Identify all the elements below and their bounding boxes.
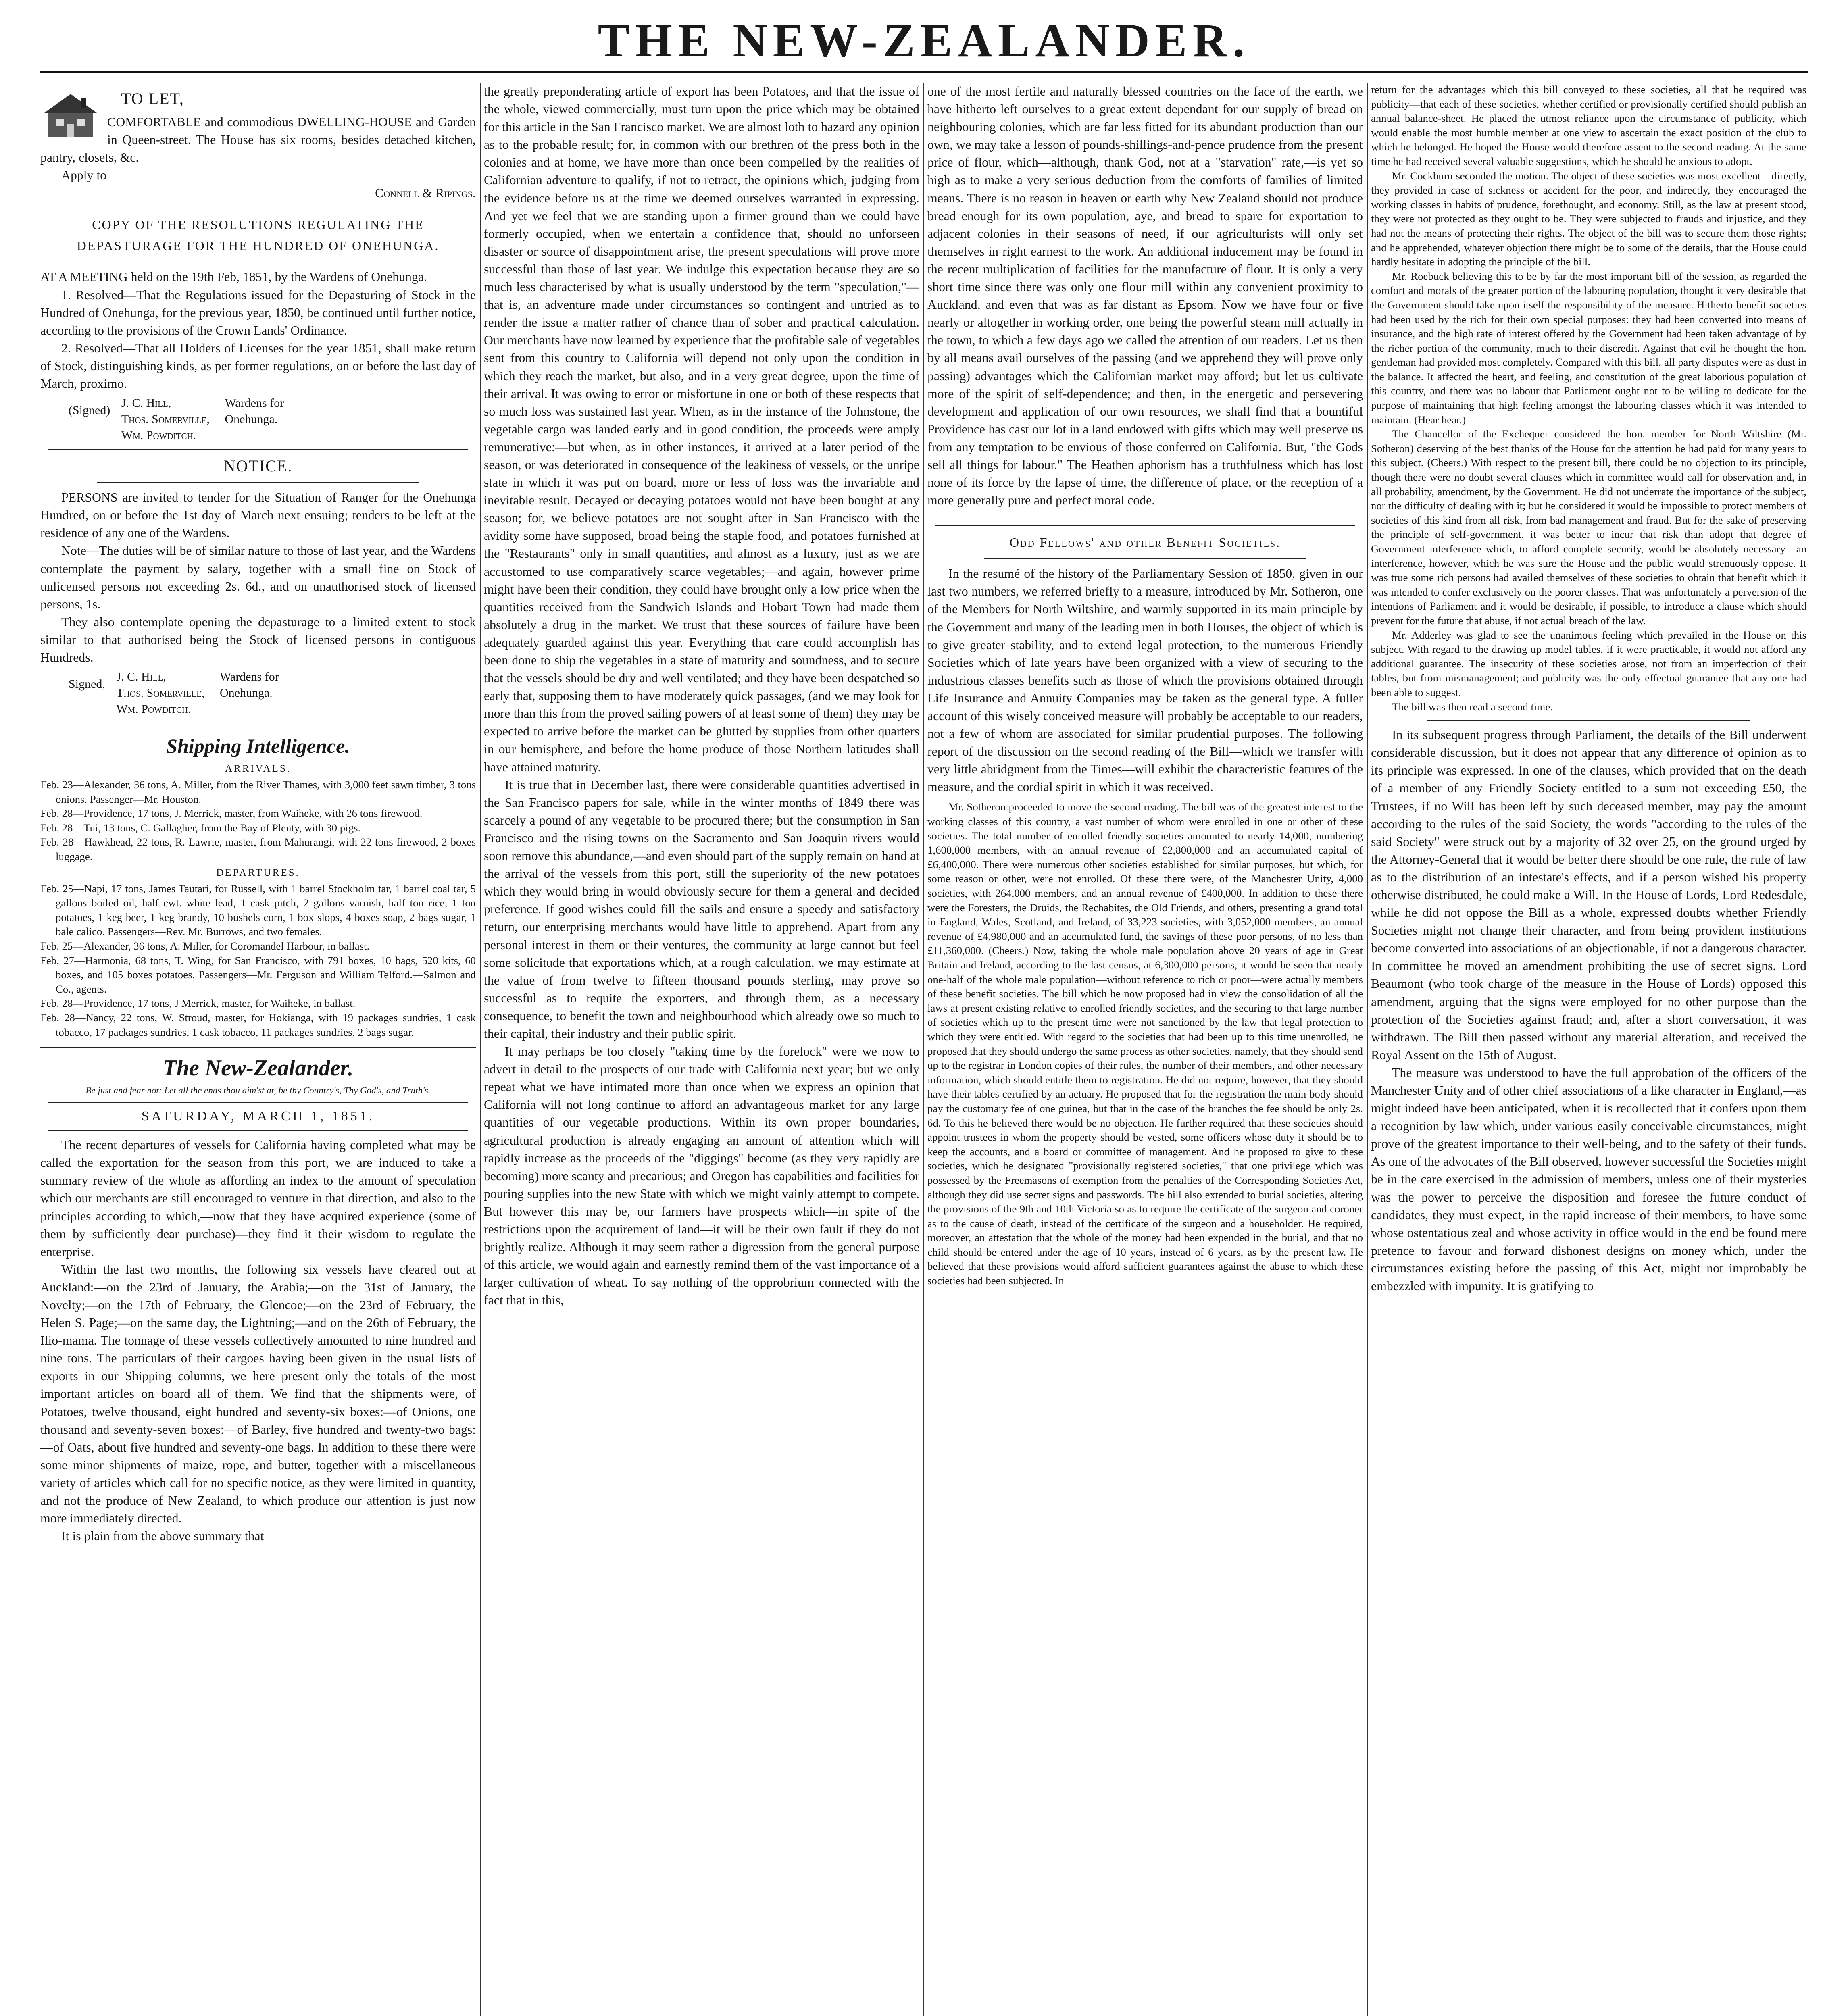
- departures-label: DEPARTURES.: [216, 867, 300, 878]
- divider: [97, 482, 419, 483]
- editorial-paragraph: It may perhaps be too closely "taking time by the forelock" were we now to advert in detail to the prospects of our trade with California next year; but we only repeat what we have intimated more than once when we express an opinion that California will not long continue to afford an advantageous market for any large quantities of our vegetable productions. Within its own proper boundaries, agricultural production is already engaging an amount of attention which will rapidly increase as the proceeds of the "diggings" become (as they very rapidly are becoming) more scanty and precarious; and Oregon has capabilities and facilities for pouring supplies into the new State with which we might vainly attempt to compete. But however this may be, our farmers have prospects which—in spite of the restrictions upon the acquirement of land—it will be their own fault if they do not brightly realize. Although it may seem rather a digression from the general purpose of this article, we would again and earnestly remind them of the vast importance of a larger cultivation of wheat. To say nothing of the opprobrium connected with the fact that in this,: [484, 1044, 919, 1308]
- double-rule: [40, 1046, 476, 1048]
- article-paragraph: In the resumé of the history of the Parliamentary Session of 1850, given in our last two numbers, we referred briefly to a measure, introduced by Mr. Sotheron, one of the Members for North Wiltshire, and warmly supported in its main principle by the Government and many of the leading men in both Houses, the object of which is to give greater stability, and to extend legal protection, to the numerous Friendly Societies which of late years have been organized with a view of securing to the industrious classes benefits such as those of which the provisions obtained through Life Insurance and Annuity Companies may be taken as the general type. A fuller account of this wisely conceived measure will probably be acceptable to our readers, not a few of whom are associated for similar prudential purposes. The following report of the discussion on the second reading of the Bill—which we transfer with very little abridgment from the Times—will exhibit the characteristic features of the measure, and the cordial spirit in which it was received.: [927, 566, 1363, 794]
- divider: [935, 525, 1355, 526]
- divider: [1427, 720, 1750, 721]
- resolutions-notice: [40, 214, 476, 444]
- departure-entry: Feb. 28—Nancy, 22 tons, W. Stroud, master, for Hokianga, with 19 packages sundries, 1 cask tobacco, 17 packages sundries, 1 cask tobacco, 11 packages sundries, 2 bags sugar.: [40, 1011, 476, 1038]
- warden-name: Wm. Powditch.: [116, 702, 191, 716]
- resolution-1: 1. Resolved—That the Regulations issued for the Depasturing of Stock in the Hundred of Onehunga, for the previous year, 1850, be continued until further notice, according to the provisions of the Crown Lands' Ordinance.: [40, 287, 476, 337]
- article-paragraph: The measure was understood to have the full approbation of the officers of the Manchester Unity and of other chief associations of a like character in England,—as might indeed have been anticipated, when it is recollected that it confers upon them a recognition by law which, under various easily conceivable circumstances, might prove of the greatest importance to their well-being, and to the safety of their funds. As one of the advocates of the Bill observed, however successful the Societies might be in the care exercised in the admission of members, unless one of their mysteries was the power to perceive the disposition and foresee the future conduct of candidates, they must expect, in the rapid increase of their members, to have some whose ostentatious zeal and whose activity in office would in the end be found mere pretence to favour and forward dishonest designs on money which, under the circumstances existing before the passing of this Act, might not improbably be embezzled with impunity. It is gratifying to: [1371, 1065, 1806, 1293]
- warden-name: Thos. Somerville,: [116, 686, 205, 700]
- to-let-agent: Connell & Ripings.: [375, 186, 476, 200]
- column-4: [1371, 83, 1806, 2016]
- article-paragraph: In its subsequent progress through Parliament, the details of the Bill underwent considerable discussion, but it does not appear that any difference of opinion as to its principle was expressed. In one of the clauses, which provided that on the death of a member of any Friendly Society entitled to a sum not exceeding £50, the Trustees, if no Will has been left by such deceased member, may pay the amount according to the rules of the said Society, the words "according to the rules of the said Society" were struck out by a majority of 32 over 25, on the ground urged by the Attorney-General that it would be better there should be one rule, the rule of law as to the distribution of an intestate's effects, and if a person wished his property otherwise distributed, he could make a Will. In the House of Lords, Lord Redesdale, while he did not oppose the Bill as a whole, expressed doubts whether Friendly Societies might not change their character, and from being provident institutions become converted into associations of an objectionable, if not a dangerous character. In committee he moved an amendment prohibiting the use of secret signs. Lord Beaumont (who took charge of the measure in the House of Lords) opposed this amendment, arguing that the signs were employed for no other purpose than the protection of the Societies against fraud; and, after a short conversation, it was withdrawn. The Bill then passed without any material alteration, and received the Royal Assent on the 15th of August.: [1371, 728, 1806, 1062]
- parliament-report: return for the advantages which this bill conveyed to these societies, all that he required was publicity—that each of these societies, whether certified or provisionally certified should publish an annual balance-sheet. He placed the utmost reliance upon the circumstance of publicity, which would enable the most humble member at one view to ascertain the exact position of the club to which he belonged. He hoped the House would therefore assent to the second reading. At the same time he had received several valuable suggestions, which he should be anxious to adopt.: [1371, 83, 1806, 167]
- departure-entry: Feb. 27—Harmonia, 68 tons, T. Wing, for San Francisco, with 791 boxes, 10 bags, 520 kits, 60 boxes, and 105 boxes potatoes. Passengers—Mr. Ferguson and William Telford.—Salmon and Co., agents.: [40, 954, 476, 995]
- notice-paragraph: PERSONS are invited to tender for the Situation of Ranger for the Onehunga Hundred, on or before the 1st day of March next ensuing; tenders to be left at the residence of any one of the Wardens.: [40, 490, 476, 540]
- issue-date: SATURDAY, MARCH 1, 1851.: [141, 1109, 375, 1124]
- paper-title: The New-Zealander.: [163, 1056, 354, 1081]
- resolutions-heading: COPY OF THE RESOLUTIONS REGULATING THE DEPASTURAGE FOR THE HUNDRED OF ONEHUNGA.: [77, 217, 440, 253]
- column-1: [40, 83, 476, 2016]
- column-divider: [1367, 83, 1368, 2016]
- oddfellows-heading: Odd Fellows' and other Benefit Societies.: [1009, 535, 1281, 550]
- column-2: [484, 83, 919, 2016]
- resolution-2: 2. Resolved—That all Holders of Licenses for the year 1851, shall make return of Stock, distinguishing kinds, as per former regulations, on or before the last day of March, proximo.: [40, 341, 476, 391]
- to-let-advertisement: [40, 88, 476, 202]
- editorial-section: [40, 1054, 476, 1545]
- editorial-paragraph: The recent departures of vessels for California having completed what may be called the exportation for the season from this port, we are induced to take a summary review of the whole as affording an index to the amount of speculation which our merchants are still encouraged to venture in that direction, and also to the principles according to which,—now that they have acquired experience (some of them by sufficiently dear purchase)—they find it their wisdom to regulate the enterprise.: [40, 1138, 476, 1259]
- to-let-heading: TO LET,: [121, 90, 184, 108]
- column-divider: [923, 83, 924, 2016]
- warden-name: J. C. Hill,: [116, 670, 166, 684]
- arrival-entry: Feb. 28—Tui, 13 tons, C. Gallagher, from the Bay of Plenty, with 30 pigs.: [40, 821, 361, 834]
- to-let-apply: Apply to: [61, 168, 107, 183]
- parliament-report: Mr. Cockburn seconded the motion. The object of these societies was most excellent—directly, they provided in case of sickness or accident for the poor, and indirectly, they encouraged the working classes in habits of prudence, forethought, and economy. Still, as the law at present stood, they were not protected as they ought to be. They were subjected to frauds and injustice, and they had not the means of protecting their rights. The object of the bill was to secure them those rights; and he apprehended, whatever objection there might be to some of the details, that the House could hardly hesitate in adopting the principle of the bill.: [1371, 169, 1806, 268]
- divider: [48, 449, 468, 450]
- masthead-rule: [40, 71, 1808, 73]
- divider: [48, 1130, 468, 1131]
- notice-signatures: [69, 669, 476, 717]
- warden-name: Thos. Somerville,: [121, 412, 210, 426]
- to-let-body: COMFORTABLE and commodious DWELLING-HOUSE and Garden in Queen-street. The House has six rooms, besides detached kitchen, pantry, closets, &c.: [40, 115, 476, 165]
- departure-entry: Feb. 28—Providence, 17 tons, J Merrick, master, for Waiheke, in ballast.: [40, 997, 356, 1010]
- masthead-title: THE NEW-ZEALANDER.: [598, 14, 1250, 67]
- arrival-entry: Feb. 28—Providence, 17 tons, J. Merrick, master, from Waiheke, with 26 tons firewood.: [40, 807, 423, 820]
- divider: [48, 1102, 468, 1103]
- house-icon: [40, 91, 101, 139]
- editorial-paragraph: It is true that in December last, there were considerable quantities advertised in the San Francisco papers for sale, while in the winter months of 1849 there was scarcely a pound of any vegetable to be procured there; but the consumption in San Francisco and the rising towns on the Sacramento and San Joaquin rivers would soon remove this abundance,—and even should part of the supply remain on hand at the arrival of the vessels from this port, still the superiority of the new potatoes which they would bring in would obviously secure for them a general and decided preference. If good wishes could fill the sails and ensure a speedy and satisfactory return, our enterprising merchants would have little to apprehend. Apart from any personal interest in them or their ventures, the community at large cannot but feel some solicitude that exportations which, at a rough calculation, we may estimate at the value of from twelve to fifteen thousand pounds sterling, may prove so successful as to requite the exporters, and through them, as a necessary consequence, to benefit the town and neighbourhood which already owe so much to their capital, their industry and their public spirit.: [484, 777, 919, 1041]
- warden-role: Wardens for Onehunga.: [220, 670, 279, 700]
- parliament-report: Mr. Roebuck believing this to be by far the most important bill of the session, as regarded the comfort and morals of the greater portion of the labouring population, thought it very desirable that the Government should take upon itself the responsibility of the measure. Hitherto benefit societies had been used by the rich for their own special purposes: they had been converted into means of insurance, and the high rate of interest offered by the Government had been taken advantage of by the richer portion of the community, much to their discredit. Against that evil he thought the hon. gentleman had provided most completely. Compared with this bill, all party disputes were as dust in the balance. It affected the heart, and feeling, and constitution of the great laborious population of this country, and there was no labour that Parliament ought not to be willing to dedicate for the purpose of maintaining that high feeling amongst the labouring classes which it was intended to maintain. (Hear hear.): [1371, 270, 1806, 426]
- notice-paragraph: Note—The duties will be of similar nature to those of last year, and the Wardens contemplate the payment by salary, together with a small fine on Stock of unlicensed persons not exceeding 2s. 6d., and on unauthorised stock of licensed persons, 1s.: [40, 544, 476, 611]
- warden-name: J. C. Hill,: [121, 396, 171, 410]
- shipping-heading: Shipping Intelligence.: [166, 735, 350, 758]
- signed-label: Signed,: [69, 677, 105, 691]
- warden-role: Wardens for Onehunga.: [225, 396, 284, 426]
- resolutions-intro: AT A MEETING held on the 19th Feb, 1851, by the Wardens of Onehunga.: [40, 270, 427, 284]
- editorial-paragraph: one of the most fertile and naturally blessed countries on the face of the earth, we have hitherto left ourselves to a great extent dependant for our supply of bread on neighbouring colonies, which are far less fitted for its abundant production than our own, we may take a lesson of pounds-shillings-and-pence prudence from the present price of flour, which—although, thank God, not at a "starvation" rate,—is yet so high as to make a very serious deduction from the comforts of families of limited means. There is no reason in heaven or earth why New Zealand should not produce bread enough for its own population, aye, and bread to spare for exportation to adjacent colonies in their seasons of need, if our agriculturists will only set themselves in right earnest to the work. An additional inducement may be found in the recent multiplication of facilities for the manufacture of flour. It is only a very short time since there was only one flour mill within any convenient proximity to Auckland, and even that was as far distant as Epsom. Now we have four or five nearly or altogether in working order, one being the powerful steam mill actually in the town, to which a few days ago we called the attention of our readers. Let us then by all means avail ourselves of the passing (and we apprehend they will prove only passing) advantages which the Californian market may afford; but let us cultivate more of the spirit of self-dependence; and then, in the energetic and persevering development and application of our own resources, we shall find that a bountiful Providence has cast our lot in a land endowed with gifts which may well preserve us from any temptation to be envious of those conferred on California. But, "the Gods sell all things for labour." The Heathen aphorism has a truthfulness which has lost none of its force by the lapse of time, the difference of place, or the reception of a more generally pure and perfect moral code.: [927, 84, 1363, 508]
- notice-heading: NOTICE.: [223, 457, 293, 475]
- departure-entry: Feb. 25—Alexander, 36 tons, A. Miller, for Coromandel Harbour, in ballast.: [40, 940, 370, 952]
- column-divider: [480, 83, 481, 2016]
- parliament-report: Mr. Adderley was glad to see the unanimous feeling which prevailed in the House on this subject. With regard to the drawing up model tables, if it were practicable, it would not afford any additional guarantee. The insecurity of these societies arose, not from an imperfection of their tables, but from mismanagement; and publicity was the only effectual guarantee that any one had been able to suggest.: [1371, 629, 1806, 698]
- arrival-entry: Feb. 28—Hawkhead, 22 tons, R. Lawrie, master, from Mahurangi, with 22 tons firewood, 2 boxes luggage.: [40, 836, 476, 863]
- ranger-notice: [40, 456, 476, 717]
- arrivals-label: ARRIVALS.: [225, 763, 292, 775]
- warden-name: Wm. Powditch.: [121, 429, 196, 442]
- double-rule: [40, 724, 476, 725]
- shipping-intelligence: [40, 732, 476, 1039]
- editorial-paragraph: the greatly preponderating article of export has been Potatoes, and that the issue of the whole, viewed commercially, must turn upon the price which may be obtained for this article in the San Francisco market. We are almost loth to hazard any opinion as to the probable result; for, in common with our brethren of the press both in the colonies and at home, we have more than once been compelled by the realities of Californian adventure to qualify, if not to retract, the opinions which, judging from the evidence before us at the time we deemed ourselves warranted in expressing. And yet we feel that we are standing upon a firmer ground than we could have formerly occupied, when we entertain a confidence that, should no unforseen disaster or source of disappointment arise, the present speculations will prove more successful than those of last year. We indulge this expectation because they are so much less characterised by what is usually understood by the term "speculation,"—that is, an adventure made under circumstances so contingent and untried as to render the issue a matter rather of chance than of sober and practical calculation. Our merchants have now learned by experience that the profitable sale of vegetables sent from this country to California will depend not only upon the condition in which they reach the market, but also, and in a very great degree, upon the time of their arrival. It was owing to error or misfortune in one or both of these respects that so much loss was sustained last year. When, as in the instance of the Johnstone, the vegetable cargo was landed early and in good condition, the proceeds were amply remunerative:—but when, as in other instances, it arrived at a later period of the season, or was deteriorated in consequence of the leakiness of vessels, or the unripe state in which it was put on board, more or less of loss was the invariable and inevitable result. Decayed or decaying potatoes would not have been bought at any season; for, we believe potatoes are not sought after in San Francisco with the avidity some have supposed, broad being the staple food, and potatoes furnished at the "Restaurants" only in small quantities, and almost as a luxury, just as we are accustomed to use comparatively scarce vegetables;—and again, however prime might have been their condition, they could have brought only a low price when the quantities received from the Sandwich Islands and Hobart Town had made them absolutely a drug in the market. We trust that these sources of failure have been adequately guarded against this year. Everything that care could accomplish has been done to ship the vegetables in a state of maturity and soundness, and to secure that the vessels should be dry and well ventilated; and they have been despatched so early that, supposing them to have moderately quick passages, (and we may look for more than this from the proved sailing powers of at least some of them) they may be expected to arrive before the market can be glutted by supplies from other quarters in our hemisphere, and before the home produce of those Northern latitudes shall have attained maturity.: [484, 84, 919, 774]
- arrival-entry: Feb. 23—Alexander, 36 tons, A. Miller, from the River Thames, with 3,000 feet sawn timber, 3 tons onions. Passenger—Mr. Houston.: [40, 779, 476, 805]
- divider: [984, 558, 1306, 559]
- notice-paragraph: They also contemplate opening the depasturage to a limited extent to stock similar to that authorised being the Stock of licensed persons in contiguous Hundreds.: [40, 614, 476, 664]
- parliament-report: The bill was then read a second time.: [1392, 700, 1553, 713]
- column-3: [927, 83, 1363, 2016]
- parliament-report: Mr. Sotheron proceeded to move the second reading. The bill was of the greatest interest to the working classes of this country, a vast number of whom were enrolled in one or other of these societies. The total number of enrolled friendly societies amounted to nearly 14,000, numbering 1,600,000 members, with an annual revenue of £2,800,000 and an accumulated capital of £6,400,000. There were numerous other societies established for similar purposes, but which, for some reason or other, were not enrolled. Of these there were, of the Manchester Unity, 4,000 societies, with 264,000 members, and an annual revenue of £400,000. In addition to these there were the Foresters, the Druids, the Rechabites, the Old Friends, and others, presenting a grand total in England, Wales, Scotland, and Ireland, of 33,223 societies, with 3,052,000 members, an annual revenue of £4,980,000 and an accumulated fund, the savings of these poor persons, of no less than £11,360,000. (Cheers.) Now, taking the whole male population above 20 years of age in Great Britain and Ireland, according to the last census, at 6,300,000 persons, it would be seen that nearly one-half of the whole male population—without reference to rich or poor—were actually members of these benefit societies. The bill which he now proposed had in view the consolidation of all the laws at present existing relative to enrolled friendly societies, and the securing to that large number of societies which up to the present time were not sanctioned by the law that legal protection to which they were entitled. With regard to the societies that had been up to this time unenrolled, he proposed that they should undergo the same process as other societies, namely, that they should send up to the registrar in London copies of their rules, the number of their members, and other necessary information, which should entitle them to registration. He did not require, however, that they should have their tables certified by an actuary. He proposed that for the registration the main body should pay the customary fee of one guinea, but that in the case of the branches the fee should be only 2s. 6d. To this he believed there would be no objection. He further required that these societies should appoint trustees in whom the property should be vested, some officers whose duty it should be to keep the accounts, and a board or committee of management. And he proposed to give to these societies, which he designated "provisionally registered societies," that one privilege which was possessed by the Freemasons of exemption from the penalties of the Corresponding Societies Act, although they did use secret signs and passwords. The bill also extended to burial societies, altering the provisions of the 9th and 10th Victoria so as to require the certificate of the surgeon and coroner as to the cause of death, instead of the certificate of the surgeon and a householder. He required, moreover, an attestation that the whole of the money had been expended in the burial, and that no child should be entered under the age of 10 years, instead of 6 years, as by the present law. He believed that these provisions would afford sufficient guarantees against the abuse to which these societies had been subjected. In: [927, 801, 1363, 1287]
- editorial-paragraph: Within the last two months, the following six vessels have cleared out at Auckland:—on the 23rd of January, the Arabia;—on the 31st of January, the Novelty;—on the 17th of February, the Glencoe;—on the 23rd of February, the Helen S. Page;—on the same day, the Lightning;—and on the 26th of February, the Ilio-mama. The tonnage of these vessels collectively amounted to nine hundred and nine tons. The particulars of their cargoes having been given in the usual lists of exports in our Shipping columns, we here present only the totals of the most important articles on board all of them. We find that the shipments were, of Potatoes, twelve thousand, eight hundred and seventy-six boxes:—of Onions, one thousand and seventy-seven boxes:—of Barley, five hundred and twenty-two bags:—of Oats, about five hundred and seventy-one bags. In addition to these there were some minor shipments of maize, rope, and butter, together with a miscellaneous variety of articles which call for no specific notice, as they were limited in quantity, and not the produce of New Zealand, to which produce our attention is just now more immediately directed.: [40, 1262, 476, 1526]
- paper-motto: Be just and fear not: Let all the ends thou aim'st at, be thy Country's, Thy God's, and Truth's.: [85, 1085, 431, 1096]
- departure-entry: Feb. 25—Napi, 17 tons, James Tautari, for Russell, with 1 barrel Stockholm tar, 1 barrel coal tar, 5 gallons boiled oil, half cwt. white lead, 1 cask pitch, 2 gallons varnish, half ton rice, 1 ton potatoes, 1 keg beer, 1 keg brandy, 10 bushels corn, 1 box slops, 4 boxes soap, 2 bags sugar, 1 bale calico. Passengers—Rev. Mr. Burrows, and two females.: [40, 882, 476, 938]
- parliament-report: The Chancellor of the Exchequer considered the hon. member for North Wiltshire (Mr. Sotheron) deserving of the best thanks of the House for the attention he had paid for many years to this subject. (Cheers.) With respect to the present bill, there could be no objection to its principle, though there were no doubt several clauses which in committee would call for observation and, in all probability, amendment, by the Government. He did not underrate the importance of the subject, nor the difficulty of dealing with it; but he considered it would be impossible to protect members of societies of this kind from all risk, from bad management and fraud. But for the sake of preserving the principle of self-government, it was better to incur that risk than adopt that degree of Government interference which, to afford complete security, would be absolutely necessary—an interference, however, which he was sure the House and the public would strenuously oppose. It was true some rich persons had availed themselves of these societies to obtain that benefit which it was intended to confer exclusively on the poorer classes. That was unfortunately a perversion of the intentions of Parliament and it would be desirable, if possible, to introduce a clause which should prevent for the future that abuse, if not actual breach of the law.: [1371, 428, 1806, 627]
- resolutions-signatures: [69, 395, 476, 444]
- signed-label: (Signed): [69, 404, 110, 417]
- editorial-paragraph: It is plain from the above summary that: [61, 1529, 264, 1543]
